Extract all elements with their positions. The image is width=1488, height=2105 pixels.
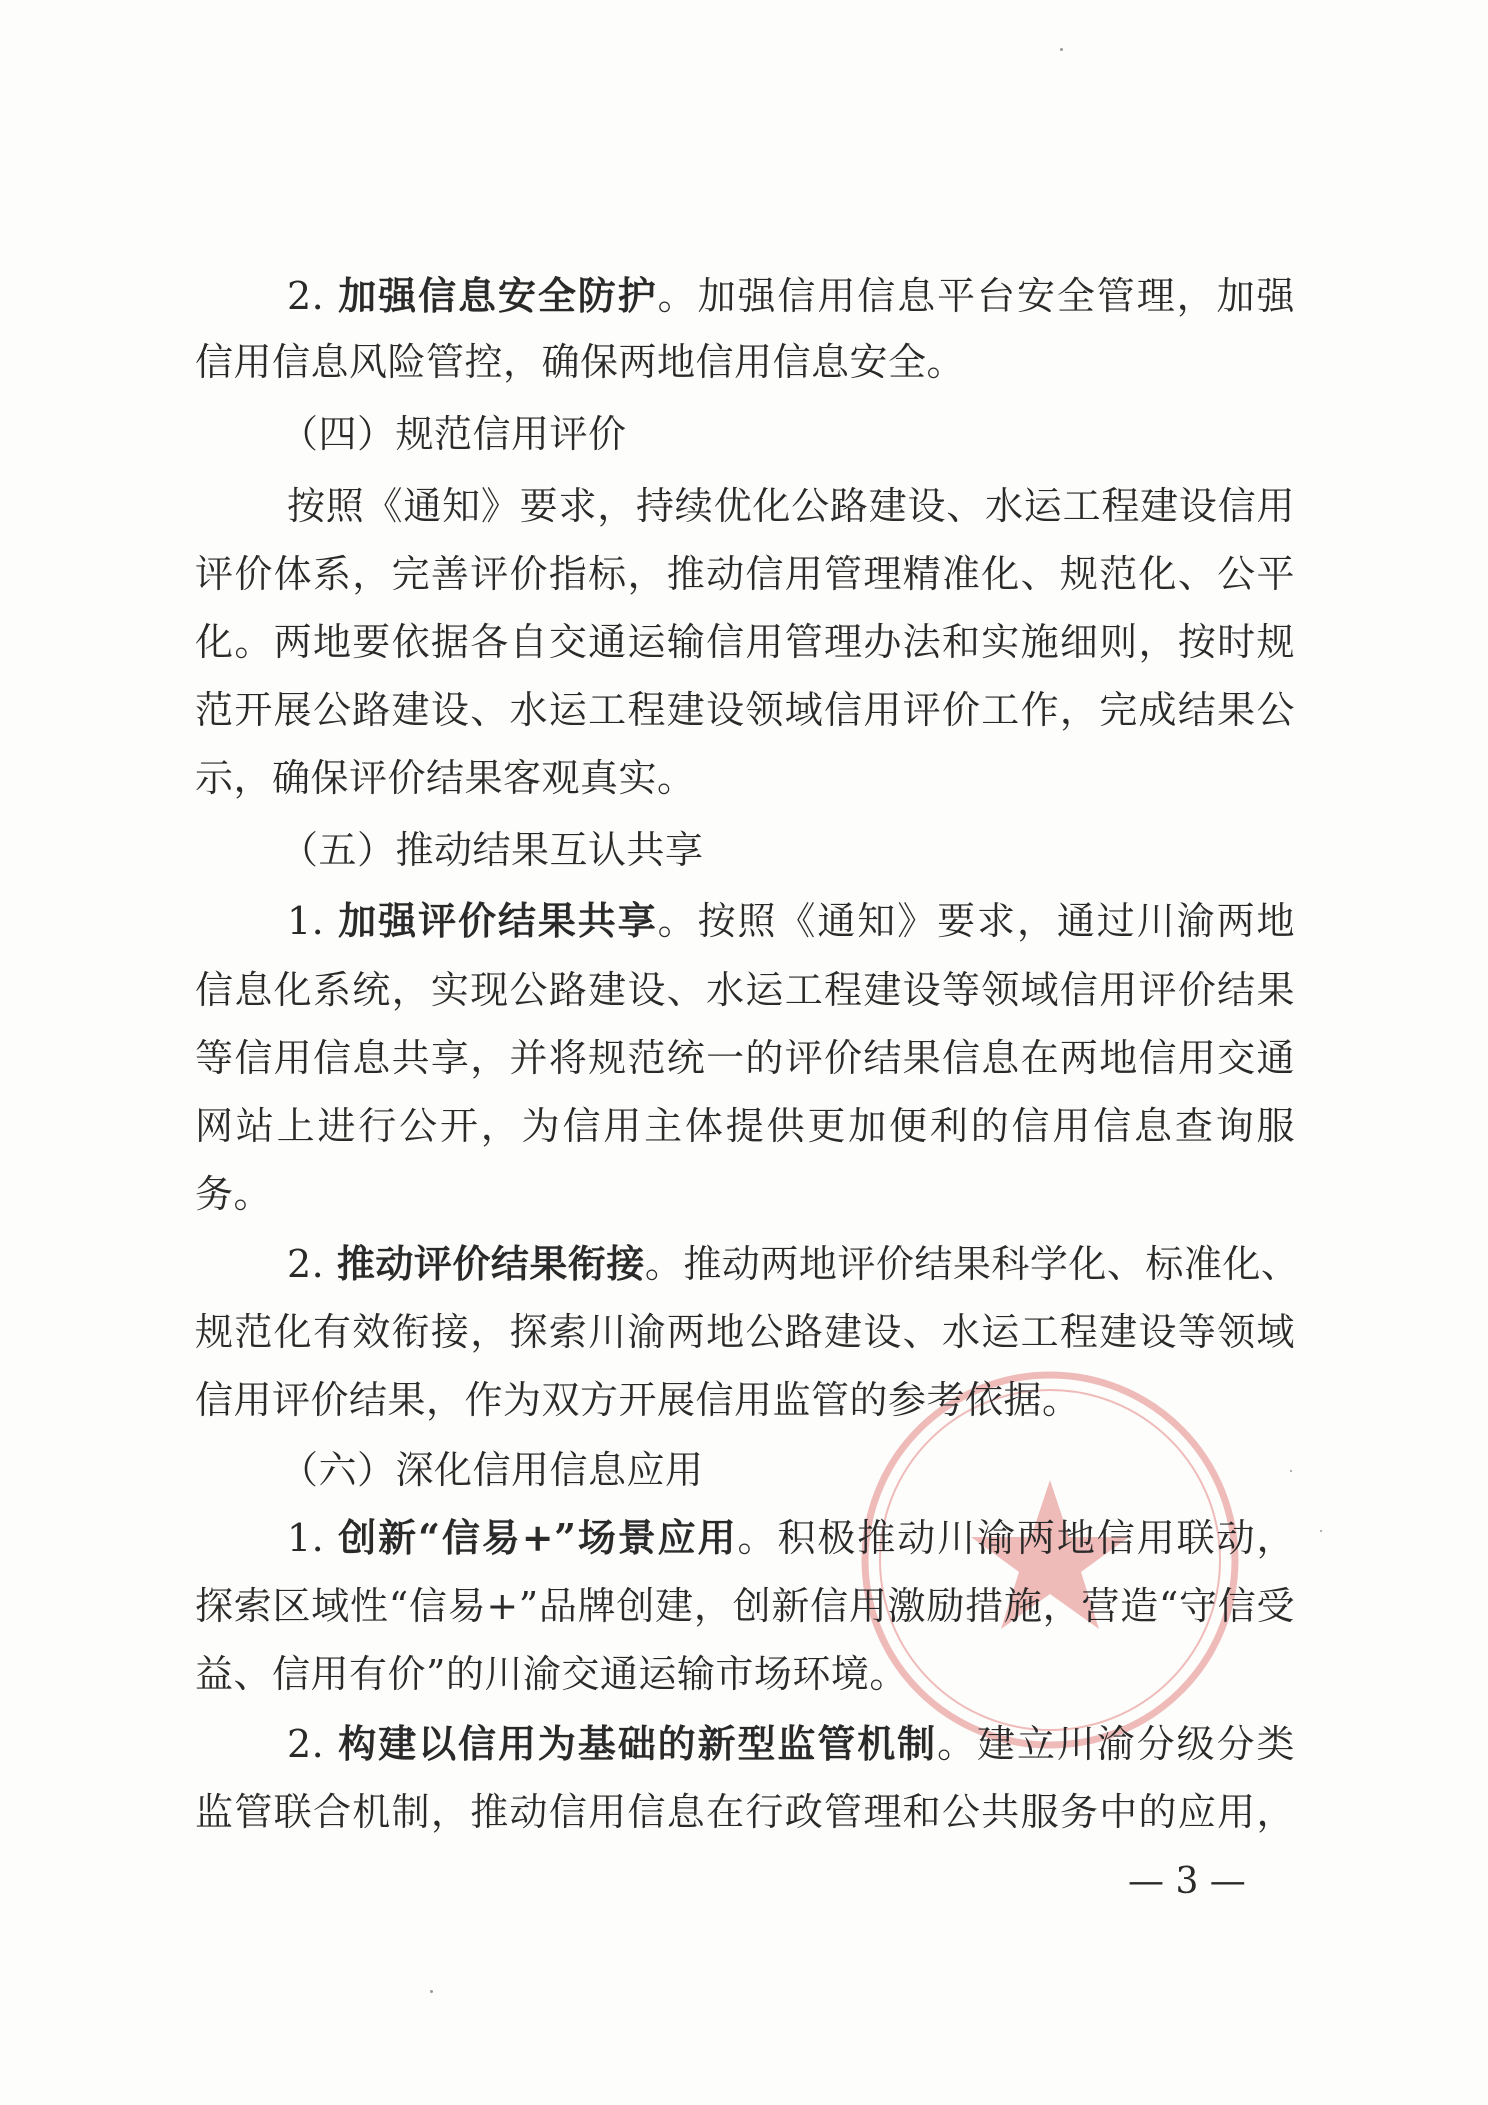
scan-speck — [430, 1990, 433, 1993]
line-17: 信用评价结果，作为双方开展信用监管的参考依据。 — [195, 1378, 1081, 1422]
section-heading-6: （六）深化信用信息应用 — [280, 1448, 704, 1492]
line-19: 1. 创新“信易+”场景应用。积极推动川渝两地信用联动， — [287, 1515, 1295, 1560]
line-13: 网站上进行公开，为信用主体提供更加便利的信用信息查询服 — [195, 1104, 1295, 1148]
scan-speck — [1060, 48, 1063, 51]
line-5: 评价体系，完善评价指标，推动信用管理精准化、规范化、公平 — [195, 552, 1295, 596]
line-14: 务。 — [195, 1172, 273, 1216]
scan-speck — [1320, 1530, 1322, 1532]
line-6: 化。两地要依据各自交通运输信用管理办法和实施细则，按时规 — [195, 620, 1295, 664]
section-heading-5: （五）推动结果互认共享 — [280, 828, 704, 872]
line-23: 监管联合机制，推动信用信息在行政管理和公共服务中的应用， — [195, 1790, 1295, 1834]
scan-speck — [1290, 1470, 1292, 1472]
line-1: 2. 加强信息安全防护。加强信用信息平台安全管理，加强 — [287, 273, 1295, 318]
line-4: 按照《通知》要求，持续优化公路建设、水运工程建设信用 — [287, 484, 1295, 528]
line-15: 2. 推动评价结果衔接。推动两地评价结果科学化、标准化、 — [287, 1241, 1300, 1286]
line-10: 1. 加强评价结果共享。按照《通知》要求，通过川渝两地 — [287, 898, 1295, 943]
line-21: 益、信用有价”的川渝交通运输市场环境。 — [195, 1652, 908, 1696]
line-22: 2. 构建以信用为基础的新型监管机制。建立川渝分级分类 — [287, 1721, 1295, 1766]
line-12: 等信用信息共享，并将规范统一的评价结果信息在两地信用交通 — [195, 1036, 1295, 1080]
line-20: 探索区域性“信易+”品牌创建，创新信用激励措施，营造“守信受 — [195, 1584, 1295, 1628]
page-number: — 3 — — [1128, 1861, 1246, 1902]
line-2: 信用信息风险管控，确保两地信用信息安全。 — [195, 340, 966, 384]
line-11: 信息化系统，实现公路建设、水运工程建设等领域信用评价结果 — [195, 968, 1295, 1012]
line-16: 规范化有效衔接，探索川渝两地公路建设、水运工程建设等领域 — [195, 1310, 1295, 1354]
section-heading-4: （四）规范信用评价 — [280, 412, 627, 456]
line-8: 示，确保评价结果客观真实。 — [195, 756, 696, 800]
line-7: 范开展公路建设、水运工程建设领域信用评价工作，完成结果公 — [195, 688, 1295, 732]
